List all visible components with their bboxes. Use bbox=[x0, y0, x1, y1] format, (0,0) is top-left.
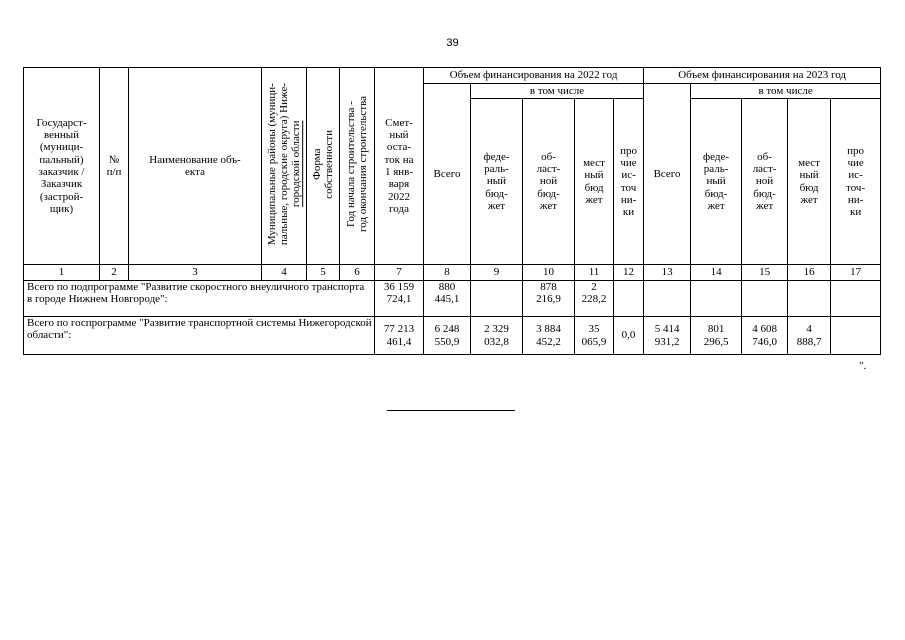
col-num-16: 16 bbox=[788, 265, 831, 281]
header-balance: Смет- ный оста- ток на 1 янв- варя 2022 года bbox=[375, 68, 424, 265]
table-row bbox=[24, 281, 881, 317]
page-number: 39 bbox=[446, 37, 459, 49]
cell-balance: 36 159 724,1 bbox=[375, 281, 424, 317]
row-label: Всего по госпрограмме "Развитие транспортной системы Нижегородской области": bbox=[24, 317, 375, 355]
financing-table bbox=[23, 67, 881, 355]
header-years bbox=[340, 68, 375, 265]
header-row-1 bbox=[24, 68, 881, 84]
cell-total-2022: 6 248 550,9 bbox=[424, 317, 471, 355]
col-num-13: 13 bbox=[644, 265, 691, 281]
col-num-15: 15 bbox=[742, 265, 788, 281]
col-num-4: 4 bbox=[262, 265, 307, 281]
cell-regional-2022: 878 216,9 bbox=[523, 281, 575, 317]
header-ownership-text: Форма собственности bbox=[310, 129, 335, 199]
header-municipal-text: Муниципальные районы (муници- пальные, городские округа) Ниже- bbox=[265, 83, 290, 246]
col-num-7: 7 bbox=[375, 265, 424, 281]
col-num-10: 10 bbox=[523, 265, 575, 281]
header-including-2023: в том числе bbox=[691, 84, 881, 99]
cell-federal-2023 bbox=[691, 281, 742, 317]
cell-other-2022 bbox=[614, 281, 644, 317]
cell-other-2023 bbox=[831, 317, 881, 355]
header-number: № п/п bbox=[100, 68, 129, 265]
header-regional-2023: об- ласт- ной бюд- жет bbox=[742, 99, 788, 265]
col-num-14: 14 bbox=[691, 265, 742, 281]
cell-regional-2023: 4 608 746,0 bbox=[742, 317, 788, 355]
header-local-2023: мест ный бюд жет bbox=[788, 99, 831, 265]
header-ownership bbox=[307, 68, 340, 265]
header-regional-2022: об- ласт- ной бюд- жет bbox=[523, 99, 575, 265]
header-total-2022: Всего bbox=[424, 84, 471, 265]
cell-local-2022: 35 065,9 bbox=[575, 317, 614, 355]
table-row bbox=[24, 317, 881, 355]
cell-federal-2022 bbox=[471, 281, 523, 317]
cell-balance: 77 213 461,4 bbox=[375, 317, 424, 355]
col-num-12: 12 bbox=[614, 265, 644, 281]
cell-local-2023: 4 888,7 bbox=[788, 317, 831, 355]
closing-quote-mark: ". bbox=[859, 360, 867, 372]
col-num-9: 9 bbox=[471, 265, 523, 281]
col-num-11: 11 bbox=[575, 265, 614, 281]
header-object-name: Наименование объ- екта bbox=[129, 68, 262, 265]
col-num-17: 17 bbox=[831, 265, 881, 281]
header-local-2022: мест ный бюд жет bbox=[575, 99, 614, 265]
header-municipal bbox=[262, 68, 307, 265]
header-other-2022: про чие ис- точ ни- ки bbox=[614, 99, 644, 265]
cell-total-2022: 880 445,1 bbox=[424, 281, 471, 317]
col-num-6: 6 bbox=[340, 265, 375, 281]
col-num-5: 5 bbox=[307, 265, 340, 281]
col-num-8: 8 bbox=[424, 265, 471, 281]
cell-total-2023 bbox=[644, 281, 691, 317]
header-years-text: Год начала строительства - год окончания строительства bbox=[344, 96, 369, 233]
header-other-2023: про чие ис- точ- ни- ки bbox=[831, 99, 881, 265]
header-fin-2022: Объем финансирования на 2022 год bbox=[424, 68, 644, 84]
col-num-3: 3 bbox=[129, 265, 262, 281]
header-including-2022: в том числе bbox=[471, 84, 644, 99]
column-number-row bbox=[24, 265, 881, 281]
cell-regional-2022: 3 884 452,2 bbox=[523, 317, 575, 355]
cell-regional-2023 bbox=[742, 281, 788, 317]
header-federal-2022: феде- раль- ный бюд- жет bbox=[471, 99, 523, 265]
cell-other-2023 bbox=[831, 281, 881, 317]
cell-local-2022: 2 228,2 bbox=[575, 281, 614, 317]
header-municipal-underlined: городской области bbox=[290, 121, 303, 208]
col-num-2: 2 bbox=[100, 265, 129, 281]
cell-federal-2022: 2 329 032,8 bbox=[471, 317, 523, 355]
header-customer: Государст- венный (муници- пальный) заказчик / Заказчик (застрой- щик) bbox=[24, 68, 100, 265]
cell-other-2022: 0,0 bbox=[614, 317, 644, 355]
cell-local-2023 bbox=[788, 281, 831, 317]
header-federal-2023: феде- раль- ный бюд- жет bbox=[691, 99, 742, 265]
header-total-2023: Всего bbox=[644, 84, 691, 265]
col-num-1: 1 bbox=[24, 265, 100, 281]
end-divider-line bbox=[387, 410, 515, 411]
row-label: Всего по подпрограмме "Развитие скоростного внеуличного транспорта в городе Нижнем Новгороде": bbox=[24, 281, 375, 317]
cell-federal-2023: 801 296,5 bbox=[691, 317, 742, 355]
header-fin-2023: Объем финансирования на 2023 год bbox=[644, 68, 881, 84]
cell-total-2023: 5 414 931,2 bbox=[644, 317, 691, 355]
